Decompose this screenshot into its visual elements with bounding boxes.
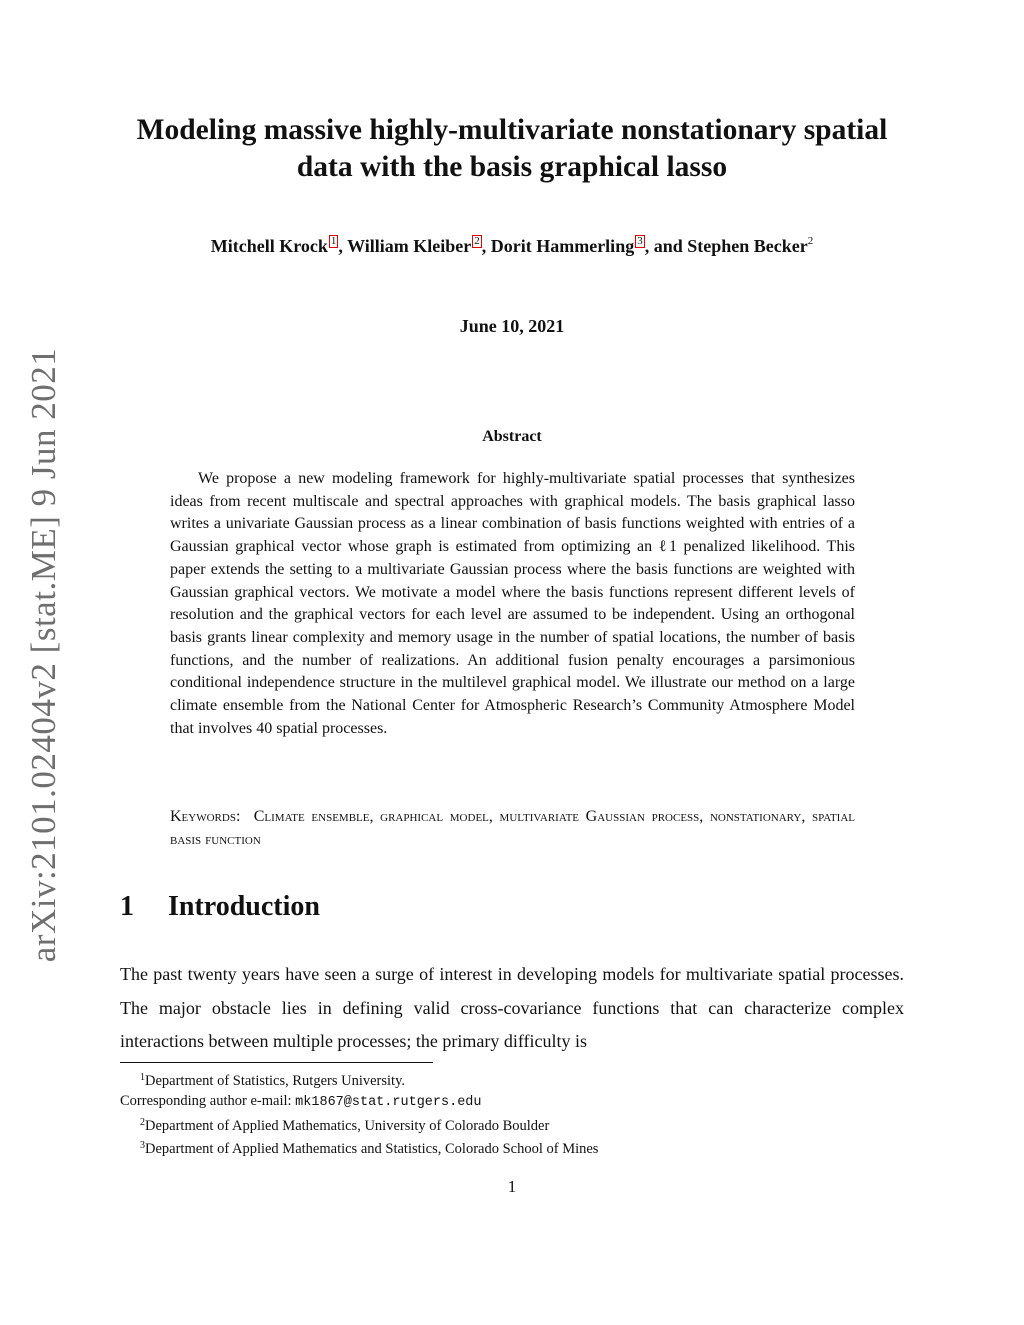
corresponding-email: mk1867@stat.rutgers.edu [295,1095,482,1110]
author-separator: , and [644,236,688,256]
footnote-text: Department of Applied Mathematics, University of Colorado Boulder [145,1118,550,1134]
footnote-link-2[interactable]: 2 [474,235,480,247]
keywords-text: Climate ensemble, graphical model, multivariate Gaussian process, nonstationary, spatial basis function [170,808,856,848]
author-name: Mitchell Krock [210,236,328,256]
corresponding-label: Corresponding author e-mail: [120,1093,296,1109]
author-separator: , [481,236,491,256]
author-name: William Kleiber [347,236,472,256]
footnote-text: Department of Applied Mathematics and Statistics, Colorado School of Mines [145,1141,599,1157]
footnote-1 [120,1068,598,1091]
corresponding-author [120,1091,598,1113]
footnote-3 [120,1136,598,1159]
affiliation-mark: 2 [807,235,814,247]
footnote-link-3[interactable]: 3 [637,235,643,247]
arxiv-identifier-stamp: arXiv:2101.02404v2 [stat.ME] 9 Jun 2021 [24,347,63,963]
footnote-2 [120,1113,598,1136]
keywords-label: Keywords: [170,808,241,825]
author-name: Stephen Becker [687,236,808,256]
author-separator: , [338,236,348,256]
page-number: 1 [507,1177,517,1196]
introduction-paragraph: The past twenty years have seen a surge of interest in developing models for multivariate spatial processes. The major obstacle lies in defining valid cross-covariance functions that can characterize complex interactions between multiple processes; the primary difficulty is [120,964,904,1051]
section-heading-introduction [120,891,320,923]
footnote-mark: 1 [140,1072,145,1083]
footnotes [120,1068,598,1159]
footnote-link-1[interactable]: 1 [330,235,337,247]
section-number: 1 [120,891,134,922]
keywords [170,805,855,851]
abstract-text: We propose a new modeling framework for highly-multivariate spatial processes that synthesizes ideas from recent multiscale and spectral approaches with graphical models. The basis graphical lasso writes a univariate Gaussian process as a linear combination of basis functions weighted with entries of a Gaussian graphical vector whose graph is estimated from optimizing an ℓ1 penalized likelihood. This paper extends the setting to a multivariate Gaussian process where the basis functions are weighted with Gaussian graphical vectors. We motivate a model where the basis functions represent different levels of resolution and the graphical vectors for each level are assumed to be independent. Using an orthogonal basis grants linear complexity and memory usage in the number of spatial locations, the number of basis functions, and the number of realizations. An additional fusion penalty encourages a parsimonious conditional independence structure in the multilevel graphical model. We illustrate our method on a large climate ensemble from the National Center for Atmospheric Research’s Community Atmosphere Model that involves 40 spatial processes. [170,470,855,737]
paper-title: Modeling massive highly-multivariate nonstationary spatial data with the basis graphical lasso [136,114,888,183]
abstract-heading: Abstract [482,428,542,445]
section-title: Introduction [168,891,320,922]
author-name: Dorit Hammerling [490,236,635,256]
footnote-mark: 3 [140,1140,145,1151]
author-list [112,233,912,259]
paper-date: June 10, 2021 [459,316,565,336]
footnote-divider [120,1062,433,1063]
footnote-text: Department of Statistics, Rutgers University. [145,1073,406,1089]
footnote-mark: 2 [140,1117,145,1128]
